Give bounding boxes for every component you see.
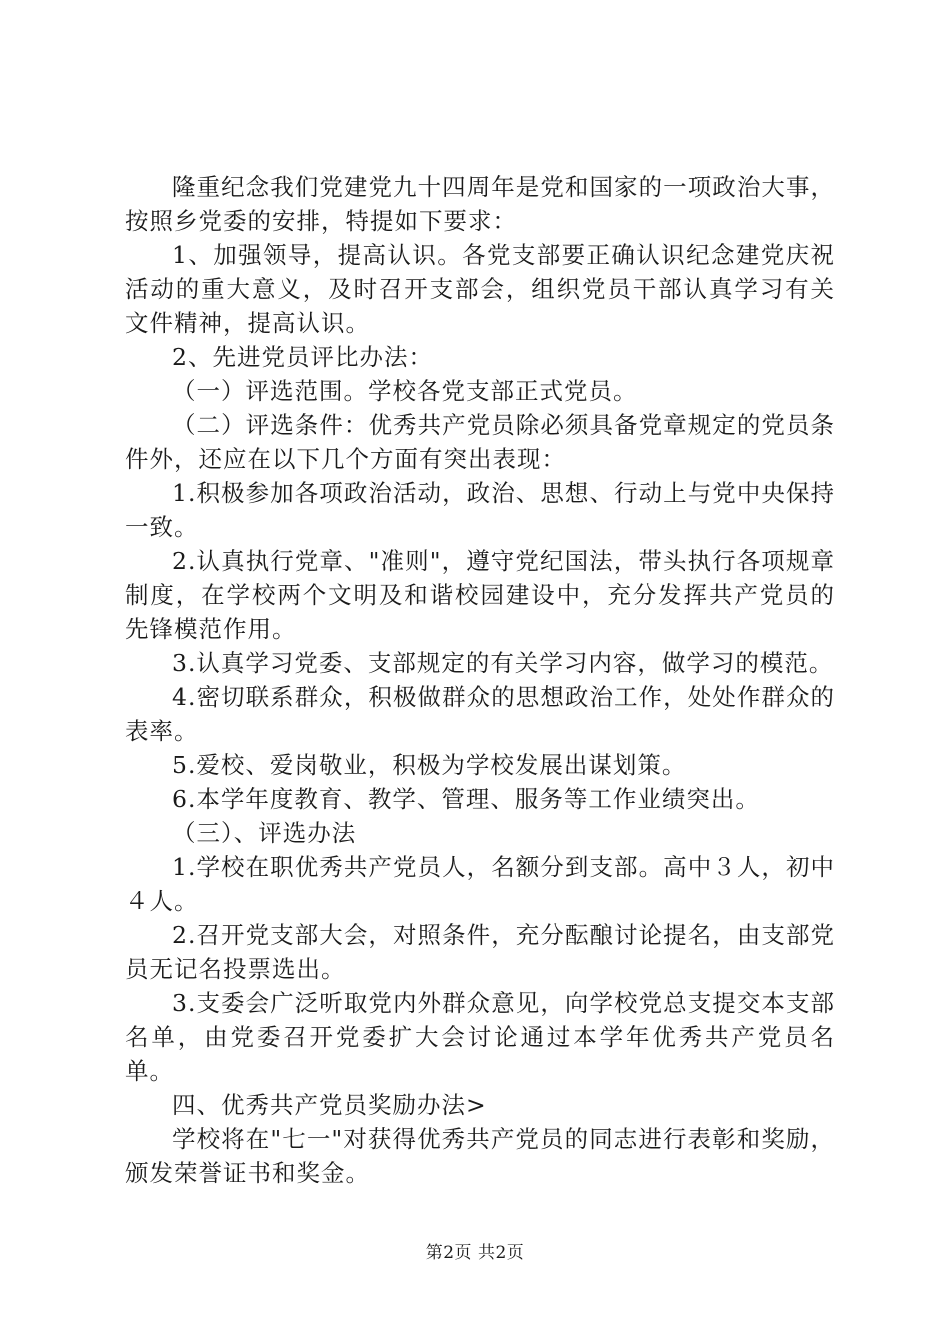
page-number: 第2页 共2页: [425, 1243, 525, 1263]
paragraph-reward: 学校将在"七一"对获得优秀共产党员的同志进行表彰和奖励，颁发荣誉证书和奖金。: [125, 1125, 835, 1187]
paragraph-condition-6: 6.本学年度教育、教学、管理、服务等工作业绩突出。: [172, 785, 760, 813]
paragraph-requirement-2: 2、先进党员评比办法：: [172, 343, 433, 371]
paragraph-condition-4: 4.密切联系群众，积极做群众的思想政治工作，处处作群众的表率。: [125, 683, 835, 745]
paragraph-method-1: 1.学校在职优秀共产党员人，名额分到支部。高中３人，初中４人。: [125, 853, 835, 915]
paragraph-method-3: 3.支委会广泛听取党内外群众意见，向学校党总支提交本支部名单，由党委召开党委扩大会讨论通过本学年优秀共产党员名单。: [125, 989, 835, 1085]
paragraph-condition-3: 3.认真学习党委、支部规定的有关学习内容，做学习的模范。: [172, 649, 834, 677]
paragraph-reward-heading: 四、优秀共产党员奖励办法>: [172, 1091, 487, 1119]
paragraph-conditions: （二）评选条件：优秀共产党员除必须具备党章规定的党员条件外，还应在以下几个方面有突出表现：: [125, 411, 835, 473]
paragraph-intro: 隆重纪念我们党建党九十四周年是党和国家的一项政治大事，按照乡党委的安排，特提如下要求：: [125, 173, 835, 235]
paragraph-method-2: 2.召开党支部大会，对照条件，充分酝酿讨论提名，由支部党员无记名投票选出。: [125, 921, 835, 983]
paragraph-condition-2: 2.认真执行党章、"准则"，遵守党纪国法，带头执行各项规章制度，在学校两个文明及和谐校园建设中，充分发挥共产党员的先锋模范作用。: [125, 547, 835, 643]
paragraph-condition-5: 5.爱校、爱岗敬业，积极为学校发展出谋划策。: [172, 751, 687, 779]
document-body: [125, 170, 835, 1190]
paragraph-condition-1: 1.积极参加各项政治活动，政治、思想、行动上与党中央保持一致。: [125, 479, 835, 541]
paragraph-method-heading: （三）、评选办法: [172, 819, 357, 847]
paragraph-scope: （一）评选范围。学校各党支部正式党员。: [172, 377, 638, 405]
paragraph-requirement-1: 1、加强领导，提高认识。各党支部要正确认识纪念建党庆祝活动的重大意义，及时召开支部会，组织党员干部认真学习有关文件精神，提高认识。: [125, 241, 835, 337]
